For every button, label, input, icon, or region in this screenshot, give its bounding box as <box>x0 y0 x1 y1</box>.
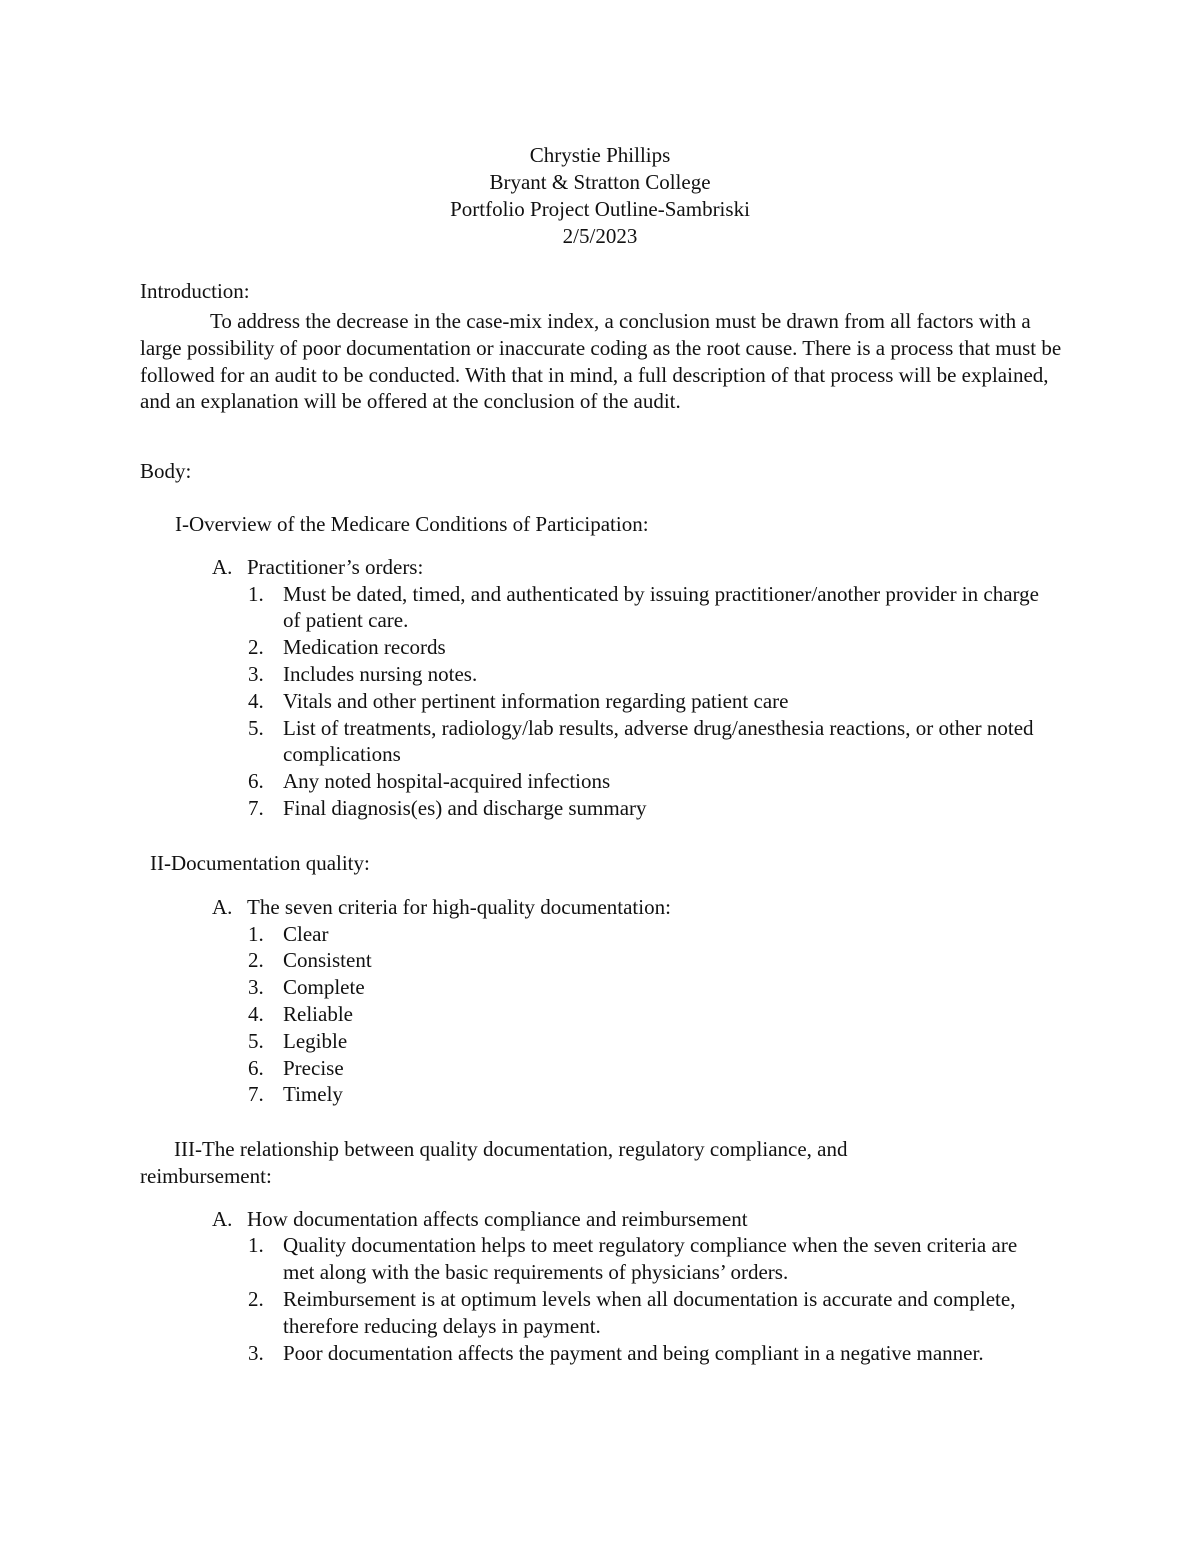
section-3-title: III-The relationship between quality documentation, regulatory compliance, and reimbursement: <box>140 1137 848 1188</box>
list-text: Quality documentation helps to meet regulatory compliance when the seven criteria are met along with the basic requirements of physicians’ orders. <box>283 1233 1018 1285</box>
subheading-marker: A. <box>212 1206 233 1231</box>
section-1 <box>140 511 1070 822</box>
subheading-marker: A. <box>212 894 233 919</box>
subheading-marker: A. <box>212 554 233 579</box>
document-header <box>0 142 1200 250</box>
section-1-title: I-Overview of the Medicare Conditions of Participation: <box>175 512 649 536</box>
list-text: Reimbursement is at optimum levels when all documentation is accurate and complete, therefore reducing delays in payment. <box>283 1286 1016 1338</box>
list-text: Complete <box>283 975 365 1000</box>
list-number: 4. <box>248 688 264 713</box>
introduction-label: Introduction: <box>140 279 250 303</box>
introduction-section <box>140 278 1070 415</box>
list-item <box>140 947 1043 974</box>
list-number: 6. <box>248 769 264 794</box>
list-text: Timely <box>283 1082 343 1107</box>
body-label: Body: <box>140 459 192 483</box>
list-number: 2. <box>248 1286 264 1311</box>
list-number: 4. <box>248 1001 264 1026</box>
list-item <box>140 1055 1043 1082</box>
subheading-text: Practitioner’s orders: <box>247 554 424 579</box>
list-text: Legible <box>283 1028 348 1053</box>
list-number: 2. <box>248 635 264 660</box>
college-name: Bryant & Stratton College <box>489 170 711 194</box>
list-item <box>140 715 1043 769</box>
list-item <box>140 921 1043 948</box>
list-item <box>140 768 1043 795</box>
list-text: Includes nursing notes. <box>283 661 478 686</box>
list-text: Final diagnosis(es) and discharge summary <box>283 795 647 820</box>
list-number: 7. <box>248 1082 264 1107</box>
list-text: Poor documentation affects the payment and being compliant in a negative manner. <box>283 1340 984 1365</box>
list-item <box>140 1081 1043 1108</box>
list-text: Vitals and other pertinent information regarding patient care <box>283 688 789 713</box>
list-item <box>140 1028 1043 1055</box>
list-number: 3. <box>248 975 264 1000</box>
list-item <box>140 1232 1043 1286</box>
section-2-title: II-Documentation quality: <box>150 851 370 875</box>
list-number: 1. <box>248 921 264 946</box>
list-text: Medication records <box>283 635 446 660</box>
section-2 <box>140 850 1070 1108</box>
list-text: Any noted hospital-acquired infections <box>283 769 611 794</box>
author-name: Chrystie Phillips <box>529 143 671 167</box>
list-text: Consistent <box>283 948 372 973</box>
list-text: List of treatments, radiology/lab results, adverse drug/anesthesia reactions, or other noted complications <box>283 715 1034 767</box>
list-text: Precise <box>283 1055 344 1080</box>
list-number: 3. <box>248 1340 264 1365</box>
list-item <box>140 634 1043 661</box>
list-number: 1. <box>248 581 264 606</box>
list-number: 7. <box>248 795 264 820</box>
list-item <box>140 1001 1043 1028</box>
section-3 <box>140 1136 1070 1366</box>
section-3-subheading <box>140 1206 1070 1233</box>
list-item <box>140 661 1043 688</box>
subheading-text: How documentation affects compliance and reimbursement <box>247 1206 748 1231</box>
list-number: 1. <box>248 1233 264 1258</box>
list-number: 5. <box>248 715 264 740</box>
list-text: Must be dated, timed, and authenticated by issuing practitioner/another provider in charge of patient care. <box>283 581 1039 633</box>
list-number: 3. <box>248 661 264 686</box>
list-text: Reliable <box>283 1001 353 1026</box>
list-number: 6. <box>248 1055 264 1080</box>
section-2-subheading <box>140 894 1070 921</box>
list-item <box>140 974 1043 1001</box>
section-1-subheading <box>140 554 1070 581</box>
subheading-text: The seven criteria for high-quality documentation: <box>247 894 671 919</box>
list-item <box>140 1286 1043 1340</box>
introduction-paragraph: To address the decrease in the case-mix index, a conclusion must be drawn from all factors with a large possibility of poor documentation or inaccurate coding as the root cause. There is a process that must be followed for an audit to be conducted. With that in mind, a full description of that process will be explained, and an explanation will be offered at the conclusion of the audit. <box>140 309 1062 414</box>
list-text: Clear <box>283 921 329 946</box>
list-item <box>140 581 1043 635</box>
project-title: Portfolio Project Outline-Sambriski <box>450 197 750 221</box>
list-number: 2. <box>248 948 264 973</box>
document-date: 2/5/2023 <box>562 224 638 248</box>
list-number: 5. <box>248 1028 264 1053</box>
list-item <box>140 688 1043 715</box>
list-item <box>140 795 1043 822</box>
list-item <box>140 1340 1043 1367</box>
